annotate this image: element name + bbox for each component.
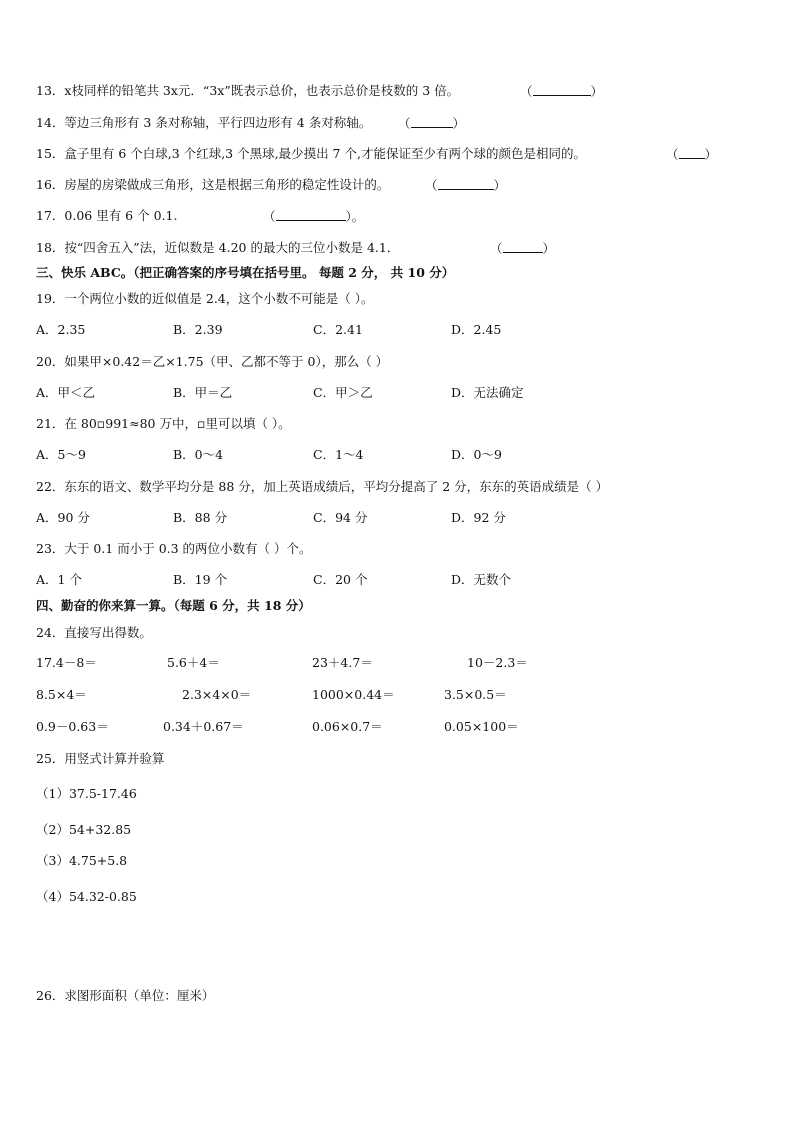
option-d[interactable]: D．92 分: [451, 510, 506, 525]
calc-item: 10－2.3＝: [467, 655, 528, 670]
left-paren: （: [425, 178, 438, 193]
question-15: [36, 146, 586, 162]
question-22: 22．东东的语文、数学平均分是 88 分，加上英语成绩后，平均分提高了 2 分，东东的英语成绩是（ ）: [36, 479, 609, 494]
question-number: 13．: [36, 83, 65, 98]
calc-item: 0.34＋0.67＝: [163, 719, 244, 734]
sub-item-1: （1）37.5-17.46: [36, 786, 137, 801]
option-a[interactable]: A．甲＜乙: [36, 385, 96, 400]
question-17: [36, 208, 177, 224]
question-18: [36, 240, 399, 256]
question-21: 21．在 80▫991≈80 万中，▫里可以填（ ）。: [36, 416, 291, 431]
option-d[interactable]: D．0～9: [451, 447, 502, 462]
calc-item: 2.3×4×0＝: [182, 687, 252, 702]
question-13: [36, 83, 459, 99]
sub-item-3: （3）4.75+5.8: [36, 853, 128, 868]
calc-item: 5.6＋4＝: [167, 655, 220, 670]
question-14: [36, 115, 371, 131]
question-26: 26．求图形面积（单位：厘米）: [36, 988, 215, 1003]
blank-line[interactable]: [503, 240, 543, 253]
left-paren: （: [490, 241, 503, 256]
question-text: 房屋的房梁做成三角形，这是根据三角形的稳定性设计的。: [64, 177, 390, 192]
left-paren: （: [398, 116, 411, 131]
option-d[interactable]: D．无法确定: [451, 385, 524, 400]
option-b[interactable]: B．甲＝乙: [173, 385, 233, 400]
question-text: x枝同样的铅笔共 3x元．“3x”既表示总价，也表示总价是枝数的 3 倍。: [64, 83, 460, 98]
section-heading-3: 三、快乐 ABC。（把正确答案的序号填在括号里。 每题 2 分， 共 10 分）: [36, 265, 455, 280]
answer-blank-14[interactable]: [398, 115, 465, 132]
option-c[interactable]: C．20 个: [313, 572, 368, 587]
sub-item-2: （2）54+32.85: [36, 822, 132, 837]
answer-blank-15[interactable]: [666, 146, 717, 163]
answer-blank-18[interactable]: [490, 240, 555, 257]
blank-line[interactable]: [411, 115, 453, 128]
question-number: 16．: [36, 177, 65, 192]
question-text: 盒子里有 6 个白球,3 个红球,3 个黑球,最少摸出 7 个,才能保证至少有两个球的颜色是相同的。: [64, 146, 586, 161]
left-paren: （: [666, 147, 679, 162]
blank-line[interactable]: [438, 177, 494, 190]
option-c[interactable]: C．1～4: [313, 447, 364, 462]
question-text: 按“四舍五入”法，近似数是 4.20 的最大的三位小数是 4.1．: [64, 240, 400, 255]
calc-item: 3.5×0.5＝: [444, 687, 507, 702]
blank-line[interactable]: [533, 83, 591, 96]
calc-item: 8.5×4＝: [36, 687, 87, 702]
option-b[interactable]: B．88 分: [173, 510, 228, 525]
answer-blank-17[interactable]: [263, 208, 364, 225]
section-heading-4: 四、勤奋的你来算一算。（每题 6 分，共 18 分）: [36, 598, 311, 613]
right-paren: ）: [493, 178, 507, 193]
answer-blank-13[interactable]: [520, 83, 603, 100]
calc-item: 0.9－0.63＝: [36, 719, 109, 734]
question-23: 23．大于 0.1 而小于 0.3 的两位小数有（ ）个。: [36, 541, 312, 556]
blank-line[interactable]: [276, 208, 346, 221]
option-a[interactable]: A．90 分: [36, 510, 90, 525]
option-c[interactable]: C．甲＞乙: [313, 385, 373, 400]
right-paren: ）。: [345, 209, 365, 224]
answer-blank-16[interactable]: [425, 177, 506, 194]
option-c[interactable]: C．2.41: [313, 322, 363, 337]
question-number: 14．: [36, 115, 65, 130]
calc-item: 23＋4.7＝: [312, 655, 373, 670]
option-d[interactable]: D．2.45: [451, 322, 502, 337]
option-b[interactable]: B．19 个: [173, 572, 228, 587]
right-paren: ）: [542, 241, 556, 256]
question-number: 17．: [36, 208, 65, 223]
question-text: 0.06 里有 6 个 0.1.: [64, 208, 178, 223]
calc-item: 1000×0.44＝: [312, 687, 395, 702]
blank-line[interactable]: [679, 146, 705, 159]
option-b[interactable]: B．2.39: [173, 322, 223, 337]
right-paren: ）: [704, 147, 718, 162]
question-20: 20．如果甲×0.42＝乙×1.75（甲、乙都不等于 0），那么（ ）: [36, 354, 389, 369]
right-paren: ）: [590, 84, 604, 99]
left-paren: （: [520, 84, 533, 99]
option-a[interactable]: A．2.35: [36, 322, 86, 337]
calc-item: 0.05×100＝: [444, 719, 519, 734]
question-number: 18．: [36, 240, 65, 255]
calc-item: 0.06×0.7＝: [312, 719, 383, 734]
question-19: 19．一个两位小数的近似值是 2.4，这个小数不可能是（ ）。: [36, 291, 374, 306]
option-d[interactable]: D．无数个: [451, 572, 512, 587]
right-paren: ）: [452, 116, 466, 131]
option-c[interactable]: C．94 分: [313, 510, 368, 525]
option-a[interactable]: A．1 个: [36, 572, 82, 587]
question-number: 15．: [36, 146, 65, 161]
question-24: 24．直接写出得数。: [36, 625, 152, 640]
question-text: 等边三角形有 3 条对称轴，平行四边形有 4 条对称轴。: [64, 115, 372, 130]
sub-item-4: （4）54.32-0.85: [36, 889, 137, 904]
question-25: 25．用竖式计算并验算: [36, 751, 165, 766]
calc-item: 17.4－8＝: [36, 655, 97, 670]
option-a[interactable]: A．5～9: [36, 447, 86, 462]
option-b[interactable]: B．0～4: [173, 447, 224, 462]
left-paren: （: [263, 209, 276, 224]
question-16: [36, 177, 389, 193]
